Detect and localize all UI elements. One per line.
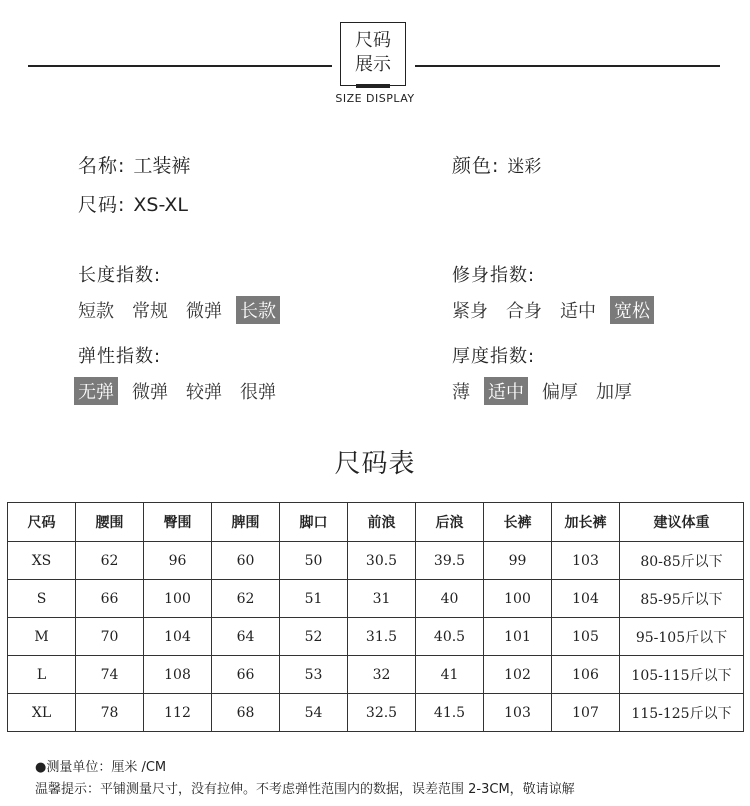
length-index-options [74,296,290,324]
table-row [8,542,744,580]
table-cell: 39.5 [416,542,484,580]
table-cell: 54 [280,694,348,732]
product-name-value: 工装裤 [133,155,191,177]
measurement-unit-note: ●测量单位：厘米 /CM [35,760,167,775]
product-color-value: 迷彩 [507,157,542,177]
elasticity-option: 很弹 [240,382,276,403]
table-cell: 99 [484,542,552,580]
table-cell: 101 [484,618,552,656]
column-header: 尺码 [8,503,76,542]
table-cell: 30.5 [348,542,416,580]
fit-option: 宽松 [610,296,654,324]
column-header: 建议体重 [620,503,744,542]
elasticity-index-options [74,377,290,405]
thickness-option: 适中 [484,377,528,405]
table-cell: 66 [212,656,280,694]
size-cell: S [8,580,76,618]
table-cell: 62 [76,542,144,580]
table-cell: 104 [552,580,620,618]
product-name [78,151,190,178]
table-cell: 31.5 [348,618,416,656]
table-cell: 85-95斤以下 [620,580,744,618]
column-header: 加长裤 [552,503,620,542]
length-index-title: 长度指数: [78,265,162,286]
product-size-label: 尺码: [78,194,126,216]
product-color-label: 颜色: [452,155,500,177]
size-cell: XS [8,542,76,580]
table-cell: 68 [212,694,280,732]
length-option: 短款 [78,301,114,322]
table-cell: 50 [280,542,348,580]
table-cell: 105-115斤以下 [620,656,744,694]
table-cell: 74 [76,656,144,694]
table-row [8,618,744,656]
table-cell: 32 [348,656,416,694]
column-header: 长裤 [484,503,552,542]
table-cell: 105 [552,618,620,656]
table-cell: 52 [280,618,348,656]
length-option: 微弹 [186,301,222,322]
table-cell: 41.5 [416,694,484,732]
table-cell: 96 [144,542,212,580]
table-cell: 60 [212,542,280,580]
product-color [452,151,541,178]
column-header: 前浪 [348,503,416,542]
table-cell: 115-125斤以下 [620,694,744,732]
table-cell: 32.5 [348,694,416,732]
header-rule-left [28,65,332,67]
fit-index-options [448,296,664,324]
size-cell: L [8,656,76,694]
size-display-badge [340,22,406,86]
fit-option: 合身 [506,301,542,322]
product-size [78,190,188,217]
elasticity-option: 微弹 [132,382,168,403]
column-header: 后浪 [416,503,484,542]
table-cell: 103 [552,542,620,580]
table-cell: 62 [212,580,280,618]
column-header: 腰围 [76,503,144,542]
badge-line-2: 展示 [355,54,391,75]
table-cell: 108 [144,656,212,694]
table-cell: 80-85斤以下 [620,542,744,580]
measurement-tip-note: 温馨提示：平铺测量尺寸，没有拉伸。不考虑弹性范围内的数据，误差范围 2-3CM，敬请谅解 [35,782,575,797]
table-cell: 41 [416,656,484,694]
length-option: 常规 [132,301,168,322]
header-rule-right [415,65,720,67]
table-cell: 31 [348,580,416,618]
elasticity-index-title: 弹性指数: [78,346,162,367]
size-table [7,502,744,732]
column-header: 臀围 [144,503,212,542]
table-cell: 51 [280,580,348,618]
table-row [8,656,744,694]
table-cell: 102 [484,656,552,694]
table-cell: 104 [144,618,212,656]
elasticity-option: 无弹 [74,377,118,405]
table-row [8,580,744,618]
table-cell: 40 [416,580,484,618]
table-cell: 103 [484,694,552,732]
elasticity-option: 较弹 [186,382,222,403]
table-row [8,694,744,732]
size-cell: XL [8,694,76,732]
table-cell: 53 [280,656,348,694]
thickness-option: 偏厚 [542,382,578,403]
size-table-header-row [8,503,744,542]
table-cell: 112 [144,694,212,732]
thickness-option: 加厚 [596,382,632,403]
column-header: 脾围 [212,503,280,542]
table-cell: 106 [552,656,620,694]
product-name-label: 名称: [78,155,126,177]
table-cell: 100 [144,580,212,618]
column-header: 脚口 [280,503,348,542]
fit-index-title: 修身指数: [452,265,536,286]
table-cell: 107 [552,694,620,732]
thickness-index-options [448,377,646,405]
thickness-option: 薄 [452,382,470,403]
size-table-title: 尺码表 [334,449,416,479]
table-cell: 78 [76,694,144,732]
fit-option: 适中 [560,301,596,322]
length-option: 长款 [236,296,280,324]
thickness-index-title: 厚度指数: [452,346,536,367]
table-cell: 95-105斤以下 [620,618,744,656]
size-cell: M [8,618,76,656]
table-cell: 64 [212,618,280,656]
size-display-subtitle: SIZE DISPLAY [335,92,415,105]
table-cell: 66 [76,580,144,618]
badge-line-1: 尺码 [355,30,391,51]
fit-option: 紧身 [452,301,488,322]
table-cell: 40.5 [416,618,484,656]
table-cell: 70 [76,618,144,656]
table-cell: 100 [484,580,552,618]
product-size-value: XS-XL [133,194,188,216]
badge-underline [356,84,390,88]
